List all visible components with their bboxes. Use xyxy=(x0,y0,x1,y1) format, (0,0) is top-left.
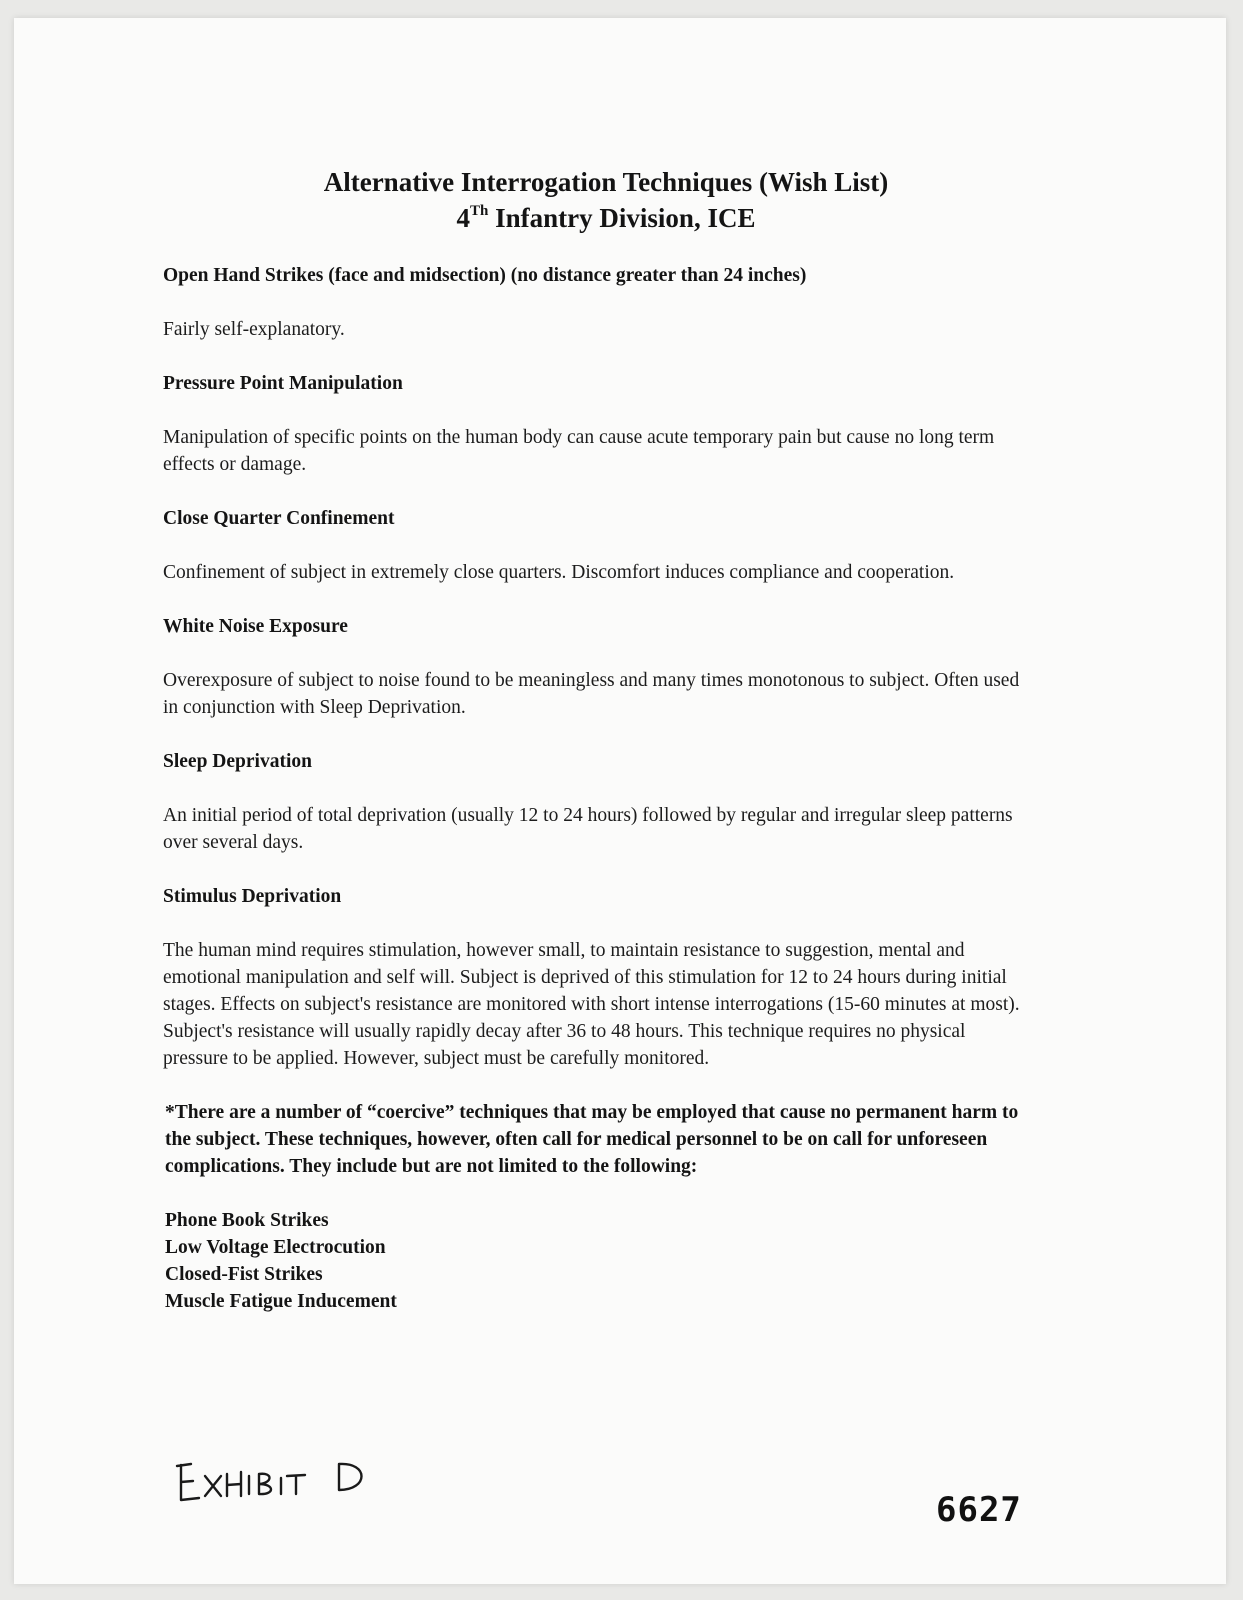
section-body: An initial period of total deprivation (usually 12 to 24 hours) followed by regular and irregular sleep patterns over several days. xyxy=(163,805,1013,853)
title-line-2 xyxy=(14,200,1198,236)
section-body: The human mind requires stimulation, however small, to maintain resistance to suggestion, mental and emotional manipulation and self will. Subject is deprived of this stimulation for 12 to 24 hours during initial stages. Effects on subject's resistance are monitored with short intense interrogations (15-60 minutes at most). Subject's resistance will usually rapidly decay after 36 to 48 hours. This technique requires no physical pressure to be applied. However, subject must be carefully monitored. xyxy=(163,940,1020,1069)
title-division-name: Infantry Division, ICE xyxy=(488,203,756,233)
page-number-stamp: 6627 xyxy=(936,1490,1022,1530)
title-line-1: Alternative Interrogation Techniques (Wish List) xyxy=(323,167,889,197)
list-item: Muscle Fatigue Inducement xyxy=(165,1291,397,1312)
list-item: Closed-Fist Strikes xyxy=(165,1264,323,1285)
section-heading: Stimulus Deprivation xyxy=(163,886,342,907)
coercive-techniques-list xyxy=(165,1207,1023,1315)
section-heading: White Noise Exposure xyxy=(163,616,348,637)
handwritten-exhibit-label xyxy=(169,1452,429,1512)
section-close-quarter-confinement xyxy=(163,505,1023,586)
section-heading: Close Quarter Confinement xyxy=(163,508,395,529)
document-body xyxy=(163,262,1023,1315)
title-division-number: 4 xyxy=(456,203,471,233)
section-stimulus-deprivation xyxy=(163,883,1023,1072)
section-body: Fairly self-explanatory. xyxy=(163,319,345,340)
document-title xyxy=(14,164,1198,236)
list-item: Low Voltage Electrocution xyxy=(165,1237,386,1258)
section-heading: Pressure Point Manipulation xyxy=(163,373,403,394)
section-body: Manipulation of specific points on the human body can cause acute temporary pain but cause no long term effects or damage. xyxy=(163,427,995,475)
handwritten-exhibit-d xyxy=(169,1452,429,1512)
coercive-techniques-note: *There are a number of “coercive” techniques that may be employed that cause no permanent harm to the subject. These techniques, however, often call for medical personnel to be on call for unforeseen complications. They include but are not limited to the following: xyxy=(165,1102,1019,1177)
section-sleep-deprivation xyxy=(163,748,1023,856)
section-heading: Open Hand Strikes (face and midsection) (no distance greater than 24 inches) xyxy=(163,265,807,286)
section-heading: Sleep Deprivation xyxy=(163,751,312,772)
section-pressure-point-manipulation xyxy=(163,370,1023,478)
title-ordinal-suffix: Th xyxy=(470,203,489,219)
section-white-noise-exposure xyxy=(163,613,1023,721)
list-item: Phone Book Strikes xyxy=(165,1210,329,1231)
document-page xyxy=(14,18,1226,1584)
section-body: Confinement of subject in extremely close quarters. Discomfort induces compliance and cooperation. xyxy=(163,562,955,583)
section-open-hand-strikes xyxy=(163,262,1023,343)
section-body: Overexposure of subject to noise found to be meaningless and many times monotonous to subject. Often used in conjunction with Sleep Deprivation. xyxy=(163,670,1020,718)
